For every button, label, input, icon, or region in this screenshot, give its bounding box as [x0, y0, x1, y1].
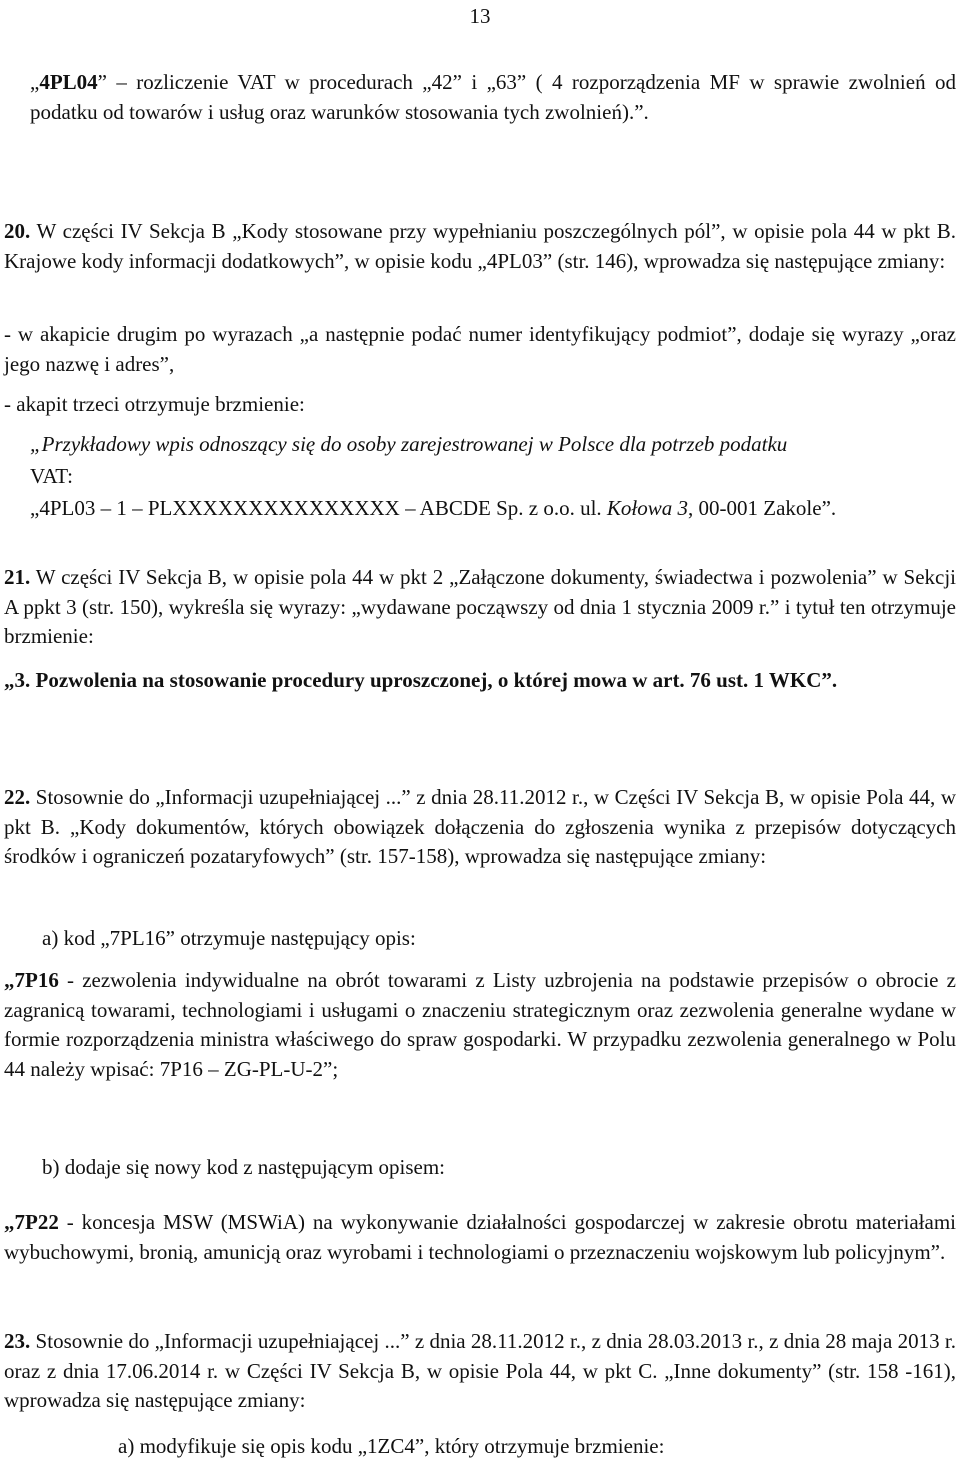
section-20-item-2: - akapit trzeci otrzymuje brzmienie:: [4, 392, 305, 416]
page-number: 13: [469, 4, 491, 28]
section-20-item-1: - w akapicie drugim po wyrazach „a następnie podać numer identyfikujący podmiot”, dodaje się wyrazy „oraz jego nazwę i adres”,: [4, 322, 956, 376]
section-23-paragraph: [4, 1327, 956, 1416]
section-20-number: 20.: [4, 219, 31, 243]
code-7p22-text: - koncesja MSW (MSWiA) na wykonywanie działalności gospodarczej w zakresie obrotu materiałami wybuchowymi, bronią, amunicją oraz wyrobami i technologiami o przeznaczeniu wojskowym lub policyjnym”.: [4, 1210, 956, 1264]
intro-text: ” – rozliczenie VAT w procedurach „42” i „63” ( 4 rozporządzenia MF w sprawie zwolnień od podatku od towarów i usług oraz warunków stosowania tych zwolnień).”.: [30, 70, 956, 124]
code-7p22: „7P22: [4, 1210, 59, 1234]
section-20-quote-vat: VAT:: [30, 464, 73, 488]
section-21-text: W części IV Sekcja B, w opisie pola 44 w pkt 2 „Załączone dokumenty, świadectwa i pozwolenia” w Sekcji A ppkt 3 (str. 150), wykreśla się wyrazy: „wydawane począwszy od dnia 1 stycznia 2009 r.” i tytuł ten otrzymuje brzmienie:: [4, 565, 956, 648]
example-postcode: , 00-001 Zakole”.: [688, 496, 837, 520]
section-20-text: W części IV Sekcja B „Kody stosowane przy wypełnianiu poszczególnych pól”, w opisie pola 44 w pkt B. Krajowe kody informacji dodatkowych”, w opisie kodu „4PL03” (str. 146), wprowadza się następujące zmiany:: [4, 219, 956, 273]
section-23-number: 23.: [4, 1329, 31, 1353]
section-22-a-label: a) kod „7PL16” otrzymuje następujący opis:: [42, 926, 416, 950]
code-7p16: „7P16: [4, 968, 59, 992]
section-21-heading: [4, 666, 956, 696]
section-22-a-definition: [4, 966, 956, 1084]
section-22-b-label: b) dodaje się nowy kod z następującym opisem:: [42, 1155, 445, 1179]
section-22-text: Stosownie do „Informacji uzupełniającej ...” z dnia 28.11.2012 r., w Części IV Sekcja B, w opisie Pola 44, w pkt B. „Kody dokumentów, których obowiązek dołączenia do zgłoszenia wynika z przepisów dotyczących środków i ograniczeń pozataryfowych” (str. 157-158), wprowadza się następujące zmiany:: [4, 785, 956, 868]
section-21-heading-text: „3. Pozwolenia na stosowanie procedury uproszczonej, o której mowa w art. 76 ust. 1 WKC”.: [4, 668, 838, 692]
example-code: „4PL03 – 1 – PLXXXXXXXXXXXXXXX – ABCDE Sp. z o.o. ul.: [30, 496, 607, 520]
section-20-quote: „Przykładowy wpis odnoszący się do osoby zarejestrowanej w Polsce dla potrzeb podatku: [30, 432, 788, 456]
code-7p16-text: - zezwolenia indywidualne na obrót towarami z Listy uzbrojenia na podstawie przepisów o obrocie z zagranicą towarami, technologiami i usługami o znaczeniu strategicznym oraz zezwolenia generalne wydane w formie rozporządzenia ministra właściwego do spraw gospodarki. W przypadku zezwolenia generalnego w Polu 44 należy wpisać: 7P16 – ZG-PL-U-2”;: [4, 968, 956, 1081]
section-22-b-definition: [4, 1208, 956, 1267]
section-22-paragraph: [4, 783, 956, 872]
section-22-number: 22.: [4, 785, 31, 809]
intro-code: 4PL04: [39, 70, 98, 94]
intro-paragraph: [30, 68, 956, 127]
section-21-paragraph: [4, 563, 956, 652]
section-20-paragraph: [4, 217, 956, 276]
section-20-example: [30, 494, 956, 524]
section-21-number: 21.: [4, 565, 31, 589]
intro-quote-open: „: [30, 70, 40, 94]
example-street: Kołowa 3: [606, 496, 689, 520]
section-23-text: Stosownie do „Informacji uzupełniającej ...” z dnia 28.11.2012 r., z dnia 28.03.2013 r., z dnia 28 maja 2013 r. oraz z dnia 17.06.2014 r. w Części IV Sekcja B, w opisie Pola 44, w pkt C. „Inne dokumenty” (str. 158 -161), wprowadza się następujące zmiany:: [4, 1329, 956, 1412]
section-23-a-label: a) modyfikuje się opis kodu „1ZC4”, który otrzymuje brzmienie:: [118, 1434, 665, 1458]
